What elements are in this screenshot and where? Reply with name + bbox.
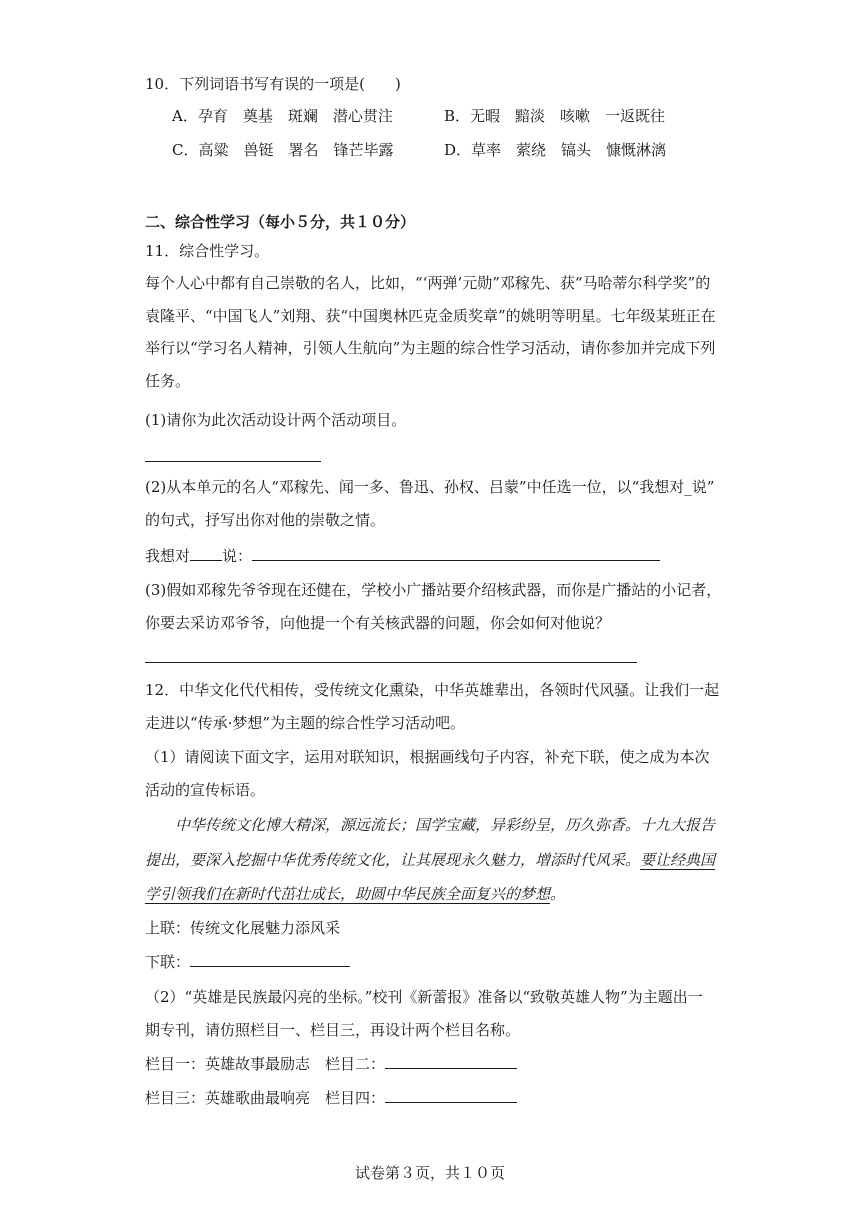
passage-text: 提出，要深入挖掘中华优秀传统文化，让其展现永久魅力，增添时代风采。 [145,851,641,869]
column-row [145,1054,517,1074]
column2-blank[interactable] [385,1054,517,1069]
q10-option-d: D．草率 萦绕 镐头 慷慨淋漓 [444,141,667,159]
answer-prefix: 我想对 [145,547,191,565]
column-row [145,1088,517,1108]
lower-couplet [145,952,350,972]
answer-line[interactable] [145,662,637,663]
answer-mid: 说： [222,547,253,565]
q12-part1-line: （1）请阅读下面文字，运用对联知识，根据画线句子内容，补充下联，使之成为本次 [145,748,710,766]
column-label: 栏目一：英雄故事最励志 栏目二： [145,1055,386,1073]
passage-line: 中华传统文化博大精深，源远流长；国学宝藏，异彩纷呈，历久弥香。十九大报告 [175,816,716,834]
page-footer: 试卷第３页，共１０页 [354,1164,505,1182]
underlined-sentence: 学引领我们在新时代茁壮成长，助圆中华民族全面复兴的梦想 [145,885,551,903]
answer-line[interactable] [145,461,321,462]
name-blank[interactable] [190,546,222,561]
passage-line [145,850,715,870]
lower-blank[interactable] [190,952,350,967]
q11-part1: (1)请你为此次活动设计两个活动项目。 [145,411,407,429]
answer-blank[interactable] [252,546,660,561]
column-label: 栏目三：英雄歌曲最响亮 栏目四： [145,1089,386,1107]
q11-intro-line: 每个人心中都有自己崇敬的名人，比如，“‘两弹’元勋”邓稼先、获“马哈蒂尔科学奖”的 [145,274,711,292]
q10-option-c: C．高粱 兽铤 署名 锋芒毕露 [172,141,394,159]
underlined-sentence: 要让经典国 [640,851,716,869]
q11-intro-line: 袁隆平、“中国飞人”刘翔、获“中国奥林匹克金质奖章”的姚明等明星。七年级某班正在 [145,307,716,325]
q11-part2-line: 的句式，抒写出你对他的崇敬之情。 [145,511,386,529]
q12-part2-line: 期专刊，请仿照栏目一、栏目三，再设计两个栏目名称。 [145,1021,521,1039]
q12-intro-line: 12．中华文化代代相传，受传统文化熏染，中华英雄辈出，各领时代风骚。让我们一起 [145,681,720,699]
q10-option-b: B．无暇 黯淡 咳嗽 一返既往 [444,107,666,125]
q11-intro-line: 举行以“学习名人精神，引领人生航向”为主题的综合性学习活动，请你参加并完成下列 [145,339,716,357]
q10-option-a: A．孕育 奠基 斑斓 潜心贯注 [172,107,393,125]
passage-line [145,884,565,904]
passage-text: 。 [550,885,566,903]
q11-part3-line: 你要去采访邓爷爷，向他提一个有关核武器的问题，你会如何对他说？ [145,614,611,632]
q11-part2-line: (2)从本单元的名人“邓稼先、闻一多、鲁迅、孙权、吕蒙”中任选一位，以“我想对_说” [145,478,715,496]
q11-part3-line: (3)假如邓稼先爷爷现在还健在，学校小广播站要介绍核武器，而你是广播站的小记者， [145,581,722,599]
column4-blank[interactable] [385,1088,517,1103]
q12-part2-line: （2）“英雄是民族最闪亮的坐标。”校刊《新蕾报》准备以“致敬英雄人物”为主题出一 [145,988,703,1006]
lower-label: 下联： [145,953,191,971]
section-heading: 二、综合性学习（每小５分，共１０分） [145,213,416,231]
q11-intro-line: 任务。 [145,372,191,390]
q11-part2-answer [145,546,660,566]
q11-number: 11．综合性学习。 [145,242,270,260]
upper-couplet: 上联：传统文化展魅力添风采 [145,919,341,937]
q10-stem: 10．下列词语书写有误的一项是( ) [145,75,401,93]
q12-part1-line: 活动的宣传标语。 [145,781,266,799]
q12-intro-line: 走进以“传承·梦想”为主题的综合性学习活动吧。 [145,714,466,732]
